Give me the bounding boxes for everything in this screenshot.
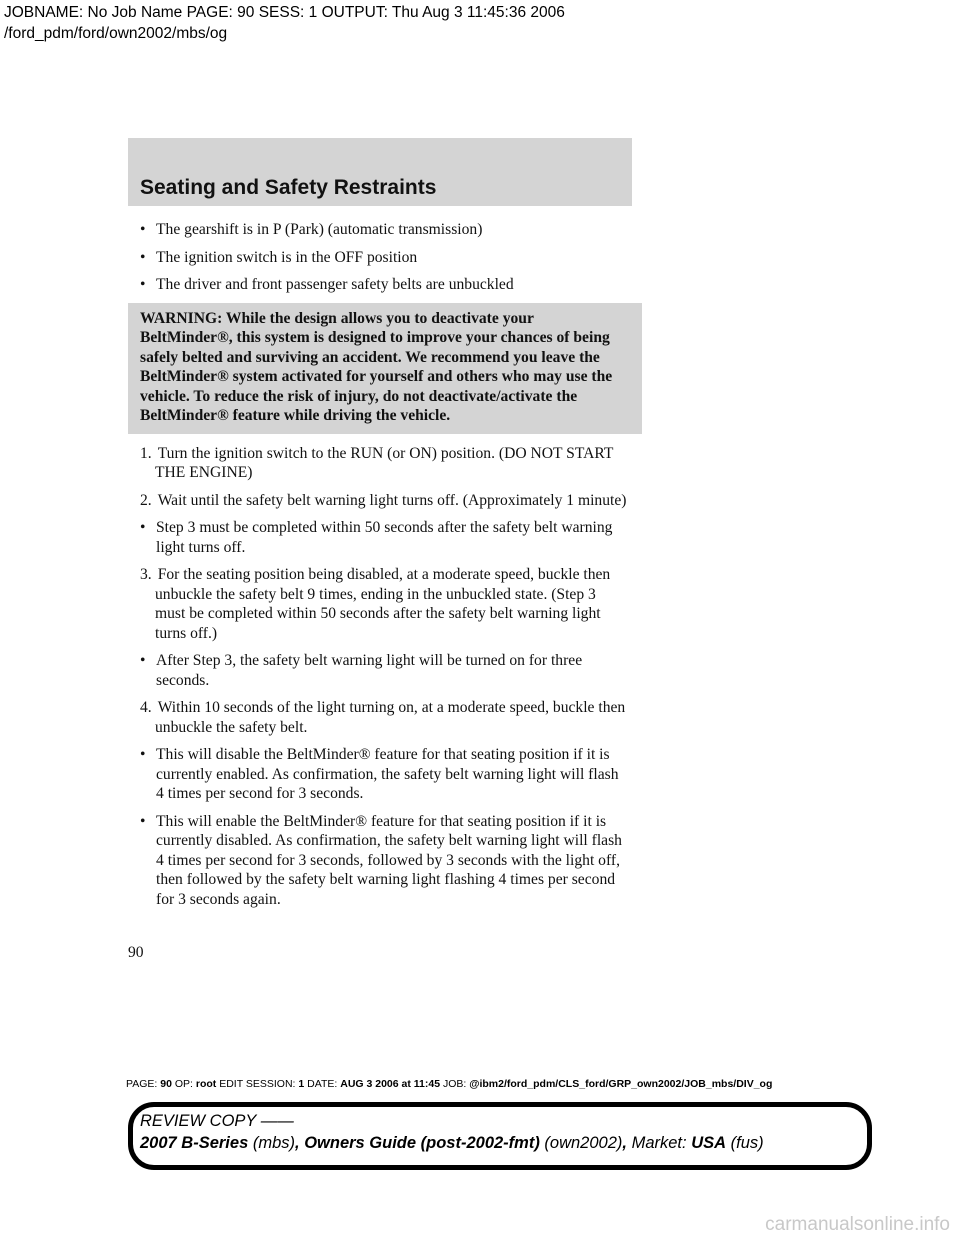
review-copy-label: REVIEW COPY —— bbox=[140, 1112, 294, 1130]
step-2: 2. Wait until the safety belt warning light turns off. (Approximately 1 minute) bbox=[140, 491, 627, 509]
list-item: • The driver and front passenger safety belts are unbuckled bbox=[140, 276, 514, 293]
step-4: 4. Within 10 seconds of the light turning on, at a moderate speed, buckle then unbuckle the safety belt. bbox=[140, 699, 626, 736]
section-title: Seating and Safety Restraints bbox=[140, 176, 437, 199]
list-item: • After Step 3, the safety belt warning light will be turned on for three seconds. bbox=[140, 652, 583, 689]
bullet-icon: • bbox=[140, 276, 146, 293]
step-1: 1. Turn the ignition switch to the RUN (or ON) position. (DO NOT START THE ENGINE) bbox=[140, 444, 614, 481]
list-item: • The ignition switch is in the OFF position bbox=[140, 248, 418, 266]
job-header-line2: /ford_pdm/ford/own2002/mbs/og bbox=[4, 25, 228, 42]
bullet-icon: • bbox=[140, 652, 146, 669]
list-item: • This will disable the BeltMinder® feature for that seating position if it is currently enabled. As confirmation, the safety belt warning light will flash 4 times per second for 3 seconds. bbox=[140, 746, 619, 802]
list-item: • This will enable the BeltMinder® feature for that seating position if it is currently disabled. As confirmation, the safety belt warning light will flash 4 times per second for 3 seconds, followed by 3 seconds with the light off, then followed by the safety belt warning light flashing 4 times per second for 3 seconds again. bbox=[140, 812, 622, 908]
step-3: 3. For the seating position being disabled, at a moderate speed, buckle then unbuckle the safety belt 9 times, ending in the unbuckled state. (Step 3 must be completed within 50 seconds after the safety belt warning light turns off.) bbox=[140, 566, 611, 642]
list-item: • Step 3 must be completed within 50 seconds after the safety belt warning light turns off. bbox=[140, 519, 613, 556]
bullet-icon: • bbox=[140, 746, 146, 763]
watermark: carmanualsonline.info bbox=[765, 1214, 950, 1235]
bullet-icon: • bbox=[140, 812, 146, 830]
bullet-icon: • bbox=[140, 221, 146, 238]
review-copy-details: 2007 B-Series (mbs), Owners Guide (post-2002-fmt) (own2002), Market: USA (fus) bbox=[140, 1134, 764, 1152]
warning-box: WARNING: While the design allows you to deactivate your BeltMinder®, this system is designed to improve your chances of being safely belted and surviving an accident. We recommend you leave the BeltMinder® system activated for yourself and others who may use the vehicle. To reduce the risk of injury, do not deactivate/activate the BeltMinder® feature while driving the vehicle. bbox=[128, 303, 642, 434]
list-item: • The gearshift is in P (Park) (automatic transmission) bbox=[140, 221, 483, 238]
page-number: 90 bbox=[128, 944, 144, 961]
page-content bbox=[140, 220, 630, 917]
print-footer: PAGE: 90 OP: root EDIT SESSION: 1 DATE: AUG 3 2006 at 11:45 JOB: @ibm2/ford_pdm/CLS_ford/GRP_own2002/JOB_mbs/DIV_og bbox=[126, 1078, 773, 1090]
bullet-icon: • bbox=[140, 248, 146, 266]
job-header-line1: JOBNAME: No Job Name PAGE: 90 SESS: 1 OUTPUT: Thu Aug 3 11:45:36 2006 bbox=[4, 4, 565, 21]
bullet-icon: • bbox=[140, 519, 146, 536]
job-header bbox=[4, 2, 565, 44]
